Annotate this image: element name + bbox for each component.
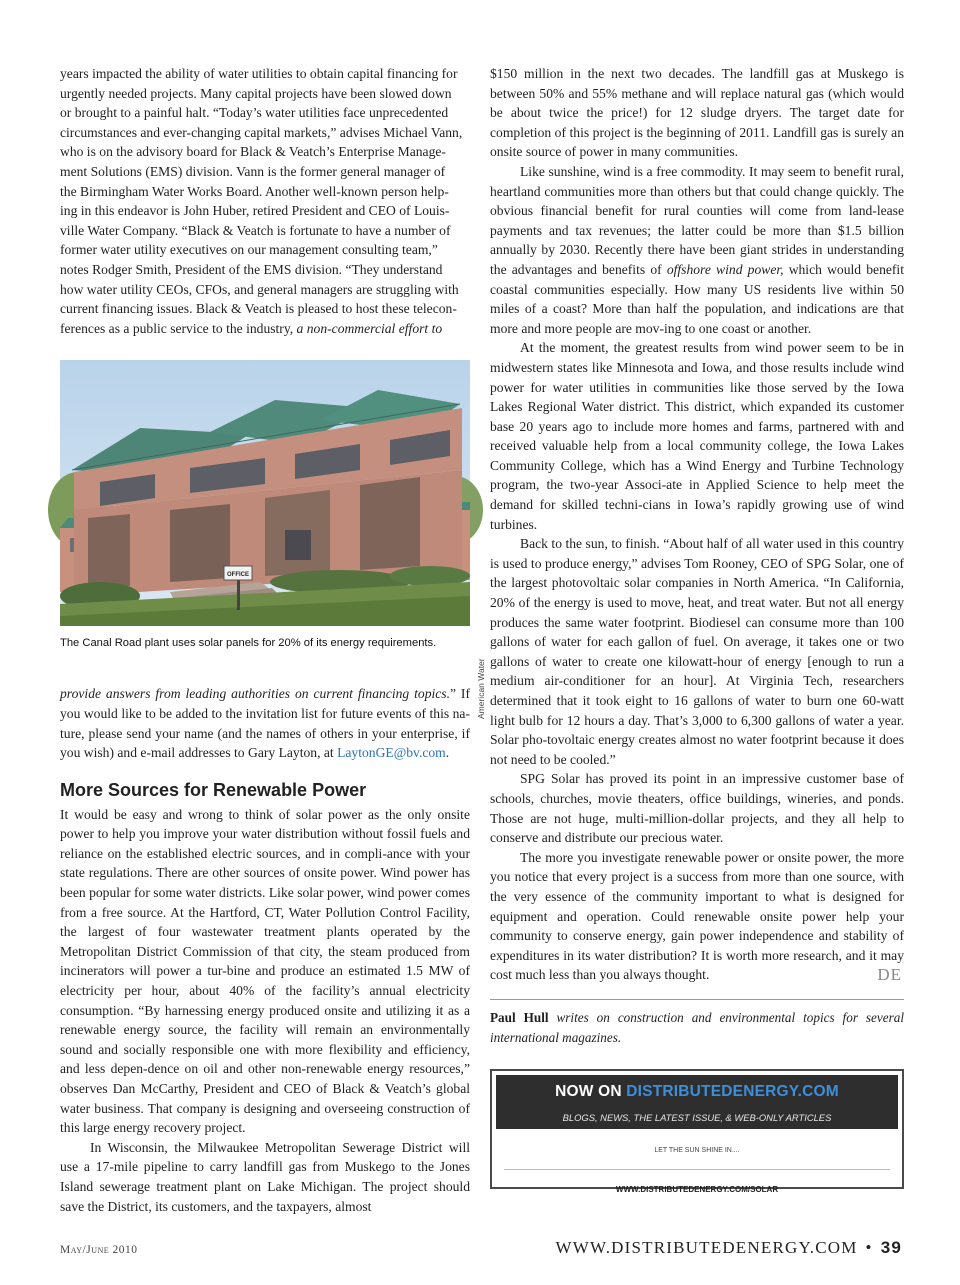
text-run: . (445, 745, 450, 761)
page-number: 39 (880, 1238, 902, 1257)
text-line: circumstances and ever-changing capital markets,” advises Michael Vann, (60, 124, 463, 140)
right-paragraph-1: $150 million in the next two decades. The landfill gas at Muskego is between 50% and 55% methane and will replace natural gas (which would be about twice the price!) for 12 sludge dryers. The target date for completion of this project is the beginning of 2011. Landfill gas is surely an onsite source of power in many communities. (490, 66, 904, 160)
author-bio (490, 999, 904, 1047)
text-line: ing in this endeavor is John Huber, retired President and CEO of Louis- (60, 203, 450, 219)
promo-prefix: NOW ON (555, 1083, 627, 1101)
text-line: notes Rodger Smith, President of the EMS division. “They understand (60, 261, 443, 277)
text-line: who is on the advisory board for Black & Veatch’s Enterprise Manage- (60, 144, 446, 160)
author-name: Paul Hull (490, 1009, 549, 1025)
text-run: ferences as a public service to the industry, (60, 320, 297, 336)
text-line: or brought to a painful halt. “Today’s water utilities face unprecedented (60, 105, 449, 121)
text-run: The more you investigate renewable power or onsite power, the more you notice that every project is a success from more than one source, with the very essence of the community important to what is designed for equipment and operation. Could renewable onsite power help your community to conserve energy, gain power independence and stability of expenditures in its water distribution? It is worth more research, and it may cost much less than you always thought. (490, 849, 904, 983)
right-paragraph-3: At the moment, the greatest results from wind power seem to be in midwestern states like Minnesota and Iowa, and those results include wind power for water utilities in communities like those served by the Iowa Lakes Regional Water district. This district, which expanded its customer base 20 years ago to include more homes and farms, partnered with and received valuable help from a local community college, the Iowa Lakes Community College, which has a Wind Energy and Turbine Technology program, the two-year Associ-ate in Applied Science to help meet the demand for skilled techni-cians in Iowa’s rapidly growing use of wind turbines. (490, 340, 904, 532)
photo-credit (472, 498, 486, 719)
bio-text (490, 1008, 904, 1047)
left-paragraph-2 (60, 684, 470, 762)
issue-date: May/June 2010 (60, 1244, 138, 1256)
right-paragraph-6 (490, 848, 904, 985)
text-line: ment Solutions (EMS) division. Vann is the former general manager of (60, 163, 446, 179)
left-paragraph-3: It would be easy and wrong to think of solar power as the only onsite power to help you improve your water distribution without fossil fuels and reliance on the established electric sources, and in compli-ance with your state regulations. There are other sources of onsite power. Wind power has been popular for some water districts. Like solar power, wind power comes from a free source. At the Hartford, CT, Water Pollution Control Facility, the largest of four wastewater treatment plants operated by the Metropolitan District Commission of that city, the steam produced from incinerators will power a tur-bine and produce an estimated 1.5 MW of electricity per hour, about 40% of the facility’s annual electricity consumption. “By harnessing energy produced onsite and utilizing it as a renewable energy source, the facility will remain an environmentally sound and socially responsible one with more flexibility and efficiency, and less depen-dence on oil and other non-renewable energy resources,” observes Dan McCarthy, President and CEO of Black & Veatch’s global water business. That company is designing and overseeing construction of this large energy recovery project. (60, 806, 470, 1136)
photo-credit-text: American Water (476, 658, 486, 719)
text-line: former water utility executives on our management consulting team,” (60, 242, 438, 258)
promo-teaser: LET THE SUN SHINE IN.... (654, 1147, 740, 1155)
right-paragraph-4: Back to the sun, to finish. “About half of all water used in this country is used to produce energy,” advises Tom Rooney, CEO of SPG Solar, one of the largest photovoltaic solar companies in North America. “In California, 20% of the energy is used to move, heat, and treat water. But not all energy produces the same water footprint. Biodiesel can consume more than 100 gallons of water for each gallon of fuel. On average, it takes one or two gallons of water to create one kilowatt-hour of energy [enough to run a medium air-conditioner for an hour]. At Virginia Tech, researchers determined that it took eight to 16 gallons of water to burn one 60-watt light bulb for 12 hours a day. That’s 3,000 to 6,300 gallons of water a year. Solar pho-tovoltaic energy creates almost no water footprint because it does not need to be cooled.” (490, 536, 904, 767)
promo-subtitle: BLOGS, NEWS, THE LATEST ISSUE, & WEB-ONLY ARTICLES (496, 1109, 898, 1129)
office-sign-text: OFFICE (227, 572, 249, 579)
left-paragraph-4: In Wisconsin, the Milwaukee Metropolitan Sewerage District will use a 17-mile pipeline to carry landfill gas from Muskego to the Jones Island sewerage treatment plant on Lake Michigan. The project should save the District, its customers, and the taxpayers, almost (60, 1139, 470, 1214)
bio-description: writes on construction and environmental topics for several international magazines. (490, 1009, 904, 1045)
promo-site[interactable]: DISTRIBUTEDENERGY.COM (626, 1083, 839, 1101)
text-run: ” If you would like to be added to the invitation list for future events of this na-ture, please send your name (and the names of others in your enterprise, if you wish) and e-mail addresses to Gary Layton, at (60, 686, 470, 761)
section-heading: More Sources for Renewable Power (60, 779, 367, 800)
italic-run: provide answers from leading authorities on current financing topics. (60, 686, 450, 702)
italic-run: a non-commercial effort to (296, 320, 443, 336)
text-line: years impacted the ability of water utilities to obtain capital financing for (60, 66, 458, 81)
text-line: ville Water Company. “Black & Veatch is fortunate to have a number of (60, 222, 451, 238)
web-promo-box[interactable] (490, 1069, 904, 1194)
text-line: urgently needed projects. Many capital projects have been slowed down (60, 85, 452, 101)
end-mark: DE (877, 965, 902, 985)
left-paragraph-1 (60, 64, 470, 338)
italic-run: offshore wind power, (666, 261, 784, 277)
text-line: how water utility CEOs, CFOs, and general managers are struggling with (60, 281, 459, 297)
page-footer (556, 1238, 902, 1258)
promo-url-link[interactable]: WWW.DISTRIBUTEDENERGY.COM/SOLAR (615, 1184, 779, 1194)
text-line: current financing issues. Black & Veatch is pleased to host these telecon- (60, 301, 457, 317)
text-run: Like sunshine, wind is a free commodity. It may seem to benefit rural, heartland communities more than others but that could change quickly. The obvious financial benefit for rural counties will come from land-lease payments and tax revenues; the latter could be more than $1.5 billion annually by 2030. Recently there have been giant strides in understanding the advantages and benefits of (490, 163, 904, 277)
right-paragraph-2 (490, 162, 904, 338)
text-line (60, 319, 470, 339)
footer-site: WWW.DISTRIBUTEDENERGY.COM (555, 1238, 858, 1257)
building-illustration (60, 360, 470, 626)
email-link[interactable]: LaytonGE@bv.com (337, 745, 446, 761)
left-column (60, 64, 486, 1216)
text-line: the Birmingham Water Works Board. Another well-known person help- (60, 183, 449, 199)
footer-bullet: • (865, 1238, 873, 1257)
text-run: which would benefit coastal communities especially. How many US residents live within 50 miles of a coast? More than half the population, and indications are that more and more people are mov-ing to one coast or another. (490, 261, 904, 336)
right-paragraph-5: SPG Solar has proved its point in an impressive customer base of schools, churches, movie theaters, office buildings, wineries, and ponds. Those are not huge, multi-million-dollar projects, and they all help to conserve and distribute our precious water. (490, 771, 904, 846)
photo-caption: The Canal Road plant uses solar panels for 20% of its energy requirements. (60, 637, 437, 650)
promo-divider (504, 1169, 890, 1170)
right-column (490, 64, 904, 1194)
promo-title (496, 1075, 898, 1109)
